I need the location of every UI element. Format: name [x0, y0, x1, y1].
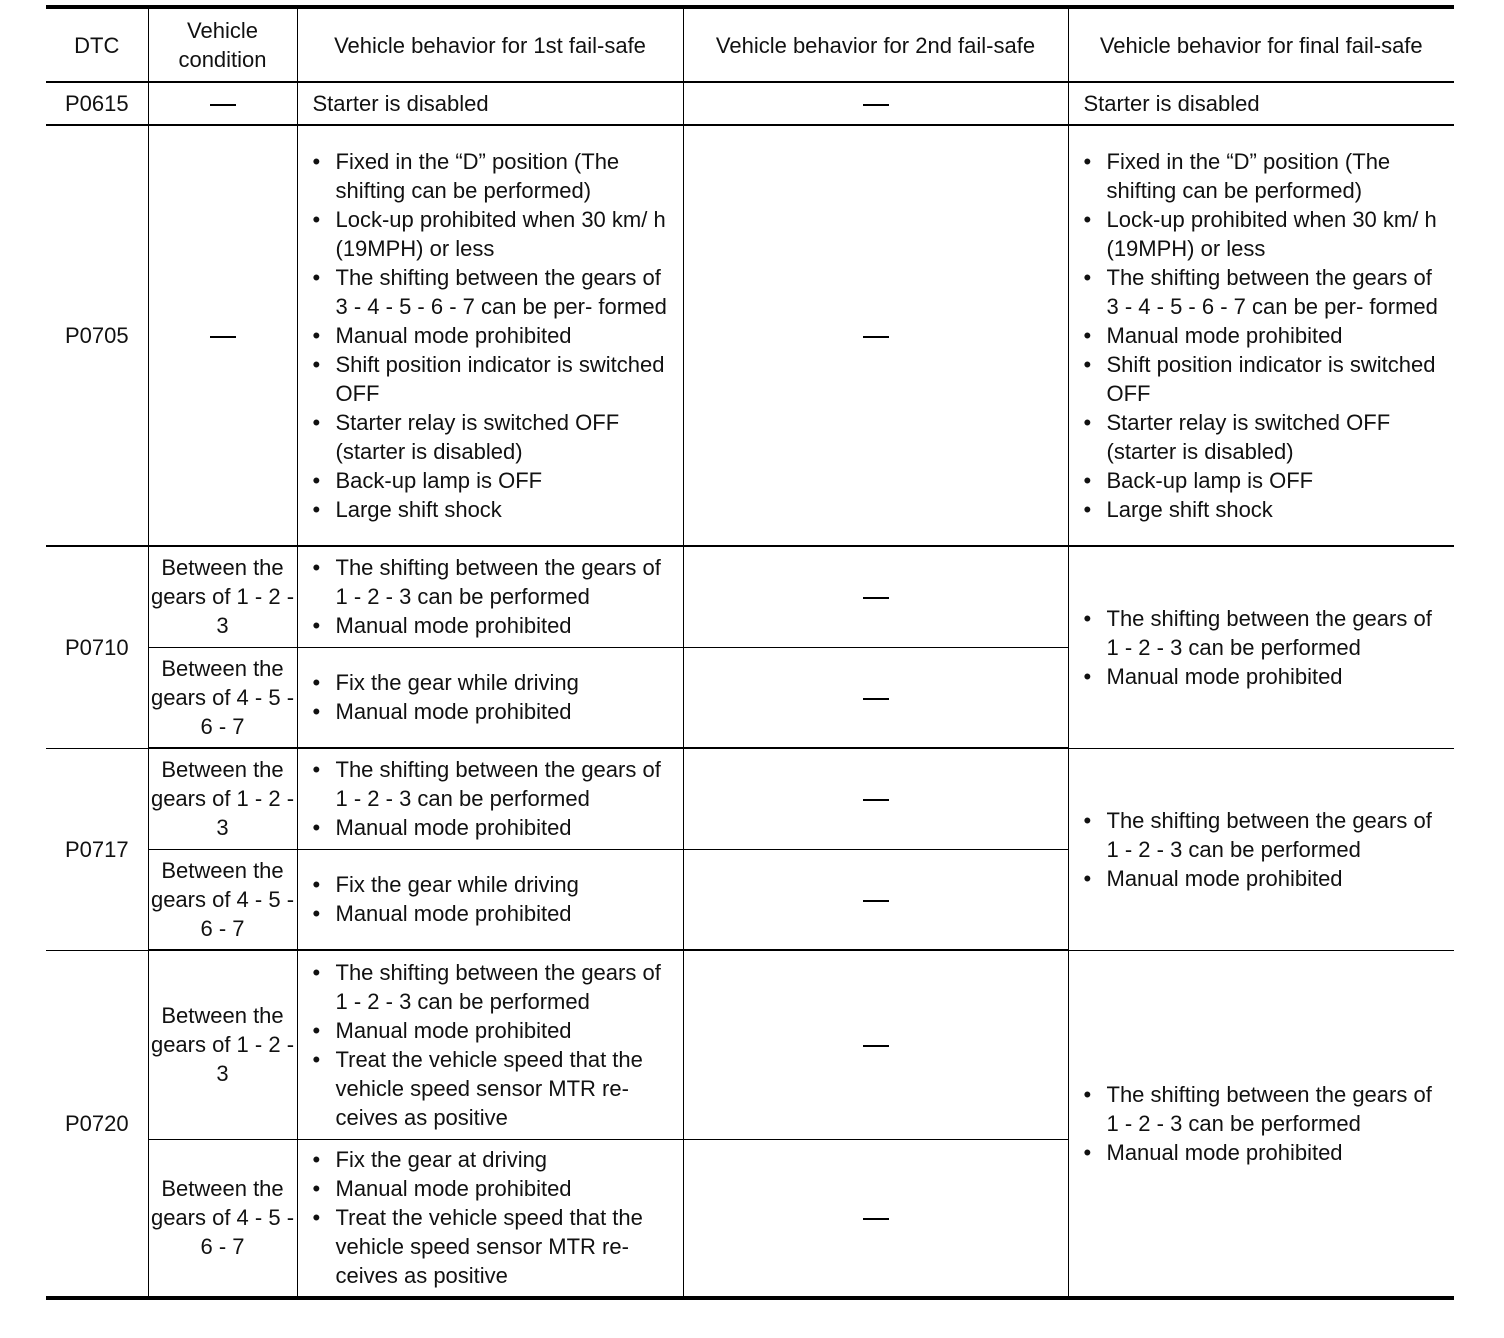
second-fail-safe-none [683, 1139, 1068, 1298]
row-p0710-a [46, 546, 1454, 647]
dash-mark [863, 698, 889, 700]
list-item: • Manual mode prohibited [313, 697, 677, 726]
vehicle-condition: Between the gears of 4 - 5 - 6 - 7 [148, 647, 297, 748]
list-item: • The shifting between the gears of 3 - 4 - 5 - 6 - 7 can be per- formed [1084, 263, 1449, 321]
dtc-code: P0710 [46, 546, 148, 748]
second-fail-safe-none [683, 950, 1068, 1139]
dash-mark [863, 1045, 889, 1047]
second-fail-safe-none [683, 647, 1068, 748]
list-item: • Lock-up prohibited when 30 km/ h (19MPH) or less [1084, 205, 1449, 263]
dash-mark [210, 336, 236, 338]
list-item: • Manual mode prohibited [313, 813, 677, 842]
list-item: • Back-up lamp is OFF [313, 466, 677, 495]
vehicle-condition: Between the gears of 4 - 5 - 6 - 7 [148, 1139, 297, 1298]
list-item: • Manual mode prohibited [313, 611, 677, 640]
list-item: • The shifting between the gears of 1 - 2 - 3 can be performed [1084, 806, 1449, 864]
list-item: • Treat the vehicle speed that the vehicle speed sensor MTR re- ceives as positive [313, 1045, 677, 1132]
list-item: • Manual mode prohibited [1084, 321, 1449, 350]
final-fail-safe-text: Starter is disabled [1068, 82, 1454, 125]
final-fail-safe-list [1068, 748, 1454, 950]
first-fail-safe-list [297, 849, 683, 950]
final-fail-safe-list [1068, 950, 1454, 1298]
list-item: • The shifting between the gears of 1 - 2 - 3 can be performed [313, 553, 677, 611]
list-item: • Manual mode prohibited [1084, 662, 1449, 691]
second-fail-safe-none [683, 546, 1068, 647]
list-item: • Large shift shock [1084, 495, 1449, 524]
list-item: • Manual mode prohibited [313, 1174, 677, 1203]
second-fail-safe-none [683, 849, 1068, 950]
list-item: • The shifting between the gears of 1 - 2 - 3 can be performed [1084, 1080, 1449, 1138]
condition-none [148, 125, 297, 546]
second-fail-safe-none [683, 82, 1068, 125]
dtc-code: P0705 [46, 125, 148, 546]
list-item: • The shifting between the gears of 3 - 4 - 5 - 6 - 7 can be per- formed [313, 263, 677, 321]
vehicle-condition: Between the gears of 1 - 2 - 3 [148, 546, 297, 647]
dash-mark [210, 104, 236, 106]
header-vehicle-condition: Vehicle condition [148, 7, 297, 82]
vehicle-condition: Between the gears of 4 - 5 - 6 - 7 [148, 849, 297, 950]
list-item: • Fix the gear while driving [313, 870, 677, 899]
dash-mark [863, 597, 889, 599]
vehicle-condition: Between the gears of 1 - 2 - 3 [148, 748, 297, 849]
row-p0717-a [46, 748, 1454, 849]
dash-mark [863, 336, 889, 338]
list-item: • Large shift shock [313, 495, 677, 524]
first-fail-safe-list [297, 748, 683, 849]
list-item: • Lock-up prohibited when 30 km/ h (19MPH) or less [313, 205, 677, 263]
dash-mark [863, 900, 889, 902]
list-item: • Manual mode prohibited [313, 899, 677, 928]
header-second-fail-safe: Vehicle behavior for 2nd fail-safe [683, 7, 1068, 82]
list-item: • Fixed in the “D” position (The shifting can be performed) [1084, 147, 1449, 205]
first-fail-safe-list [297, 647, 683, 748]
first-fail-safe-list [297, 950, 683, 1139]
row-p0720-a [46, 950, 1454, 1139]
list-item: • Starter relay is switched OFF (starter is disabled) [1084, 408, 1449, 466]
list-item: • The shifting between the gears of 1 - 2 - 3 can be performed [1084, 604, 1449, 662]
row-p0705 [46, 125, 1454, 546]
header-dtc: DTC [46, 7, 148, 82]
list-item: • Fixed in the “D” position (The shifting can be performed) [313, 147, 677, 205]
dash-mark [863, 1218, 889, 1220]
dtc-code: P0720 [46, 950, 148, 1298]
list-item: • Back-up lamp is OFF [1084, 466, 1449, 495]
dtc-code: P0717 [46, 748, 148, 950]
list-item: • Shift position indicator is switched OFF [313, 350, 677, 408]
list-item: • Manual mode prohibited [313, 321, 677, 350]
final-fail-safe-list [1068, 546, 1454, 748]
header-final-fail-safe: Vehicle behavior for final fail-safe [1068, 7, 1454, 82]
list-item: • Shift position indicator is switched OFF [1084, 350, 1449, 408]
first-fail-safe-list [297, 546, 683, 647]
second-fail-safe-none [683, 125, 1068, 546]
row-p0615 [46, 82, 1454, 125]
dtc-code: P0615 [46, 82, 148, 125]
dash-mark [863, 104, 889, 106]
list-item: • The shifting between the gears of 1 - 2 - 3 can be performed [313, 958, 677, 1016]
list-item: • Manual mode prohibited [313, 1016, 677, 1045]
final-fail-safe-list [1068, 125, 1454, 546]
vehicle-condition: Between the gears of 1 - 2 - 3 [148, 950, 297, 1139]
fail-safe-table [46, 5, 1454, 1300]
first-fail-safe-list [297, 125, 683, 546]
first-fail-safe-text: Starter is disabled [297, 82, 683, 125]
dash-mark [863, 799, 889, 801]
condition-none [148, 82, 297, 125]
list-item: • Fix the gear at driving [313, 1145, 677, 1174]
list-item: • Manual mode prohibited [1084, 864, 1449, 893]
list-item: • Manual mode prohibited [1084, 1138, 1449, 1167]
header-row [46, 7, 1454, 82]
list-item: • Starter relay is switched OFF (starter is disabled) [313, 408, 677, 466]
list-item: • Fix the gear while driving [313, 668, 677, 697]
list-item: • Treat the vehicle speed that the vehicle speed sensor MTR re- ceives as positive [313, 1203, 677, 1290]
first-fail-safe-list [297, 1139, 683, 1298]
header-first-fail-safe: Vehicle behavior for 1st fail-safe [297, 7, 683, 82]
list-item: • The shifting between the gears of 1 - 2 - 3 can be performed [313, 755, 677, 813]
second-fail-safe-none [683, 748, 1068, 849]
